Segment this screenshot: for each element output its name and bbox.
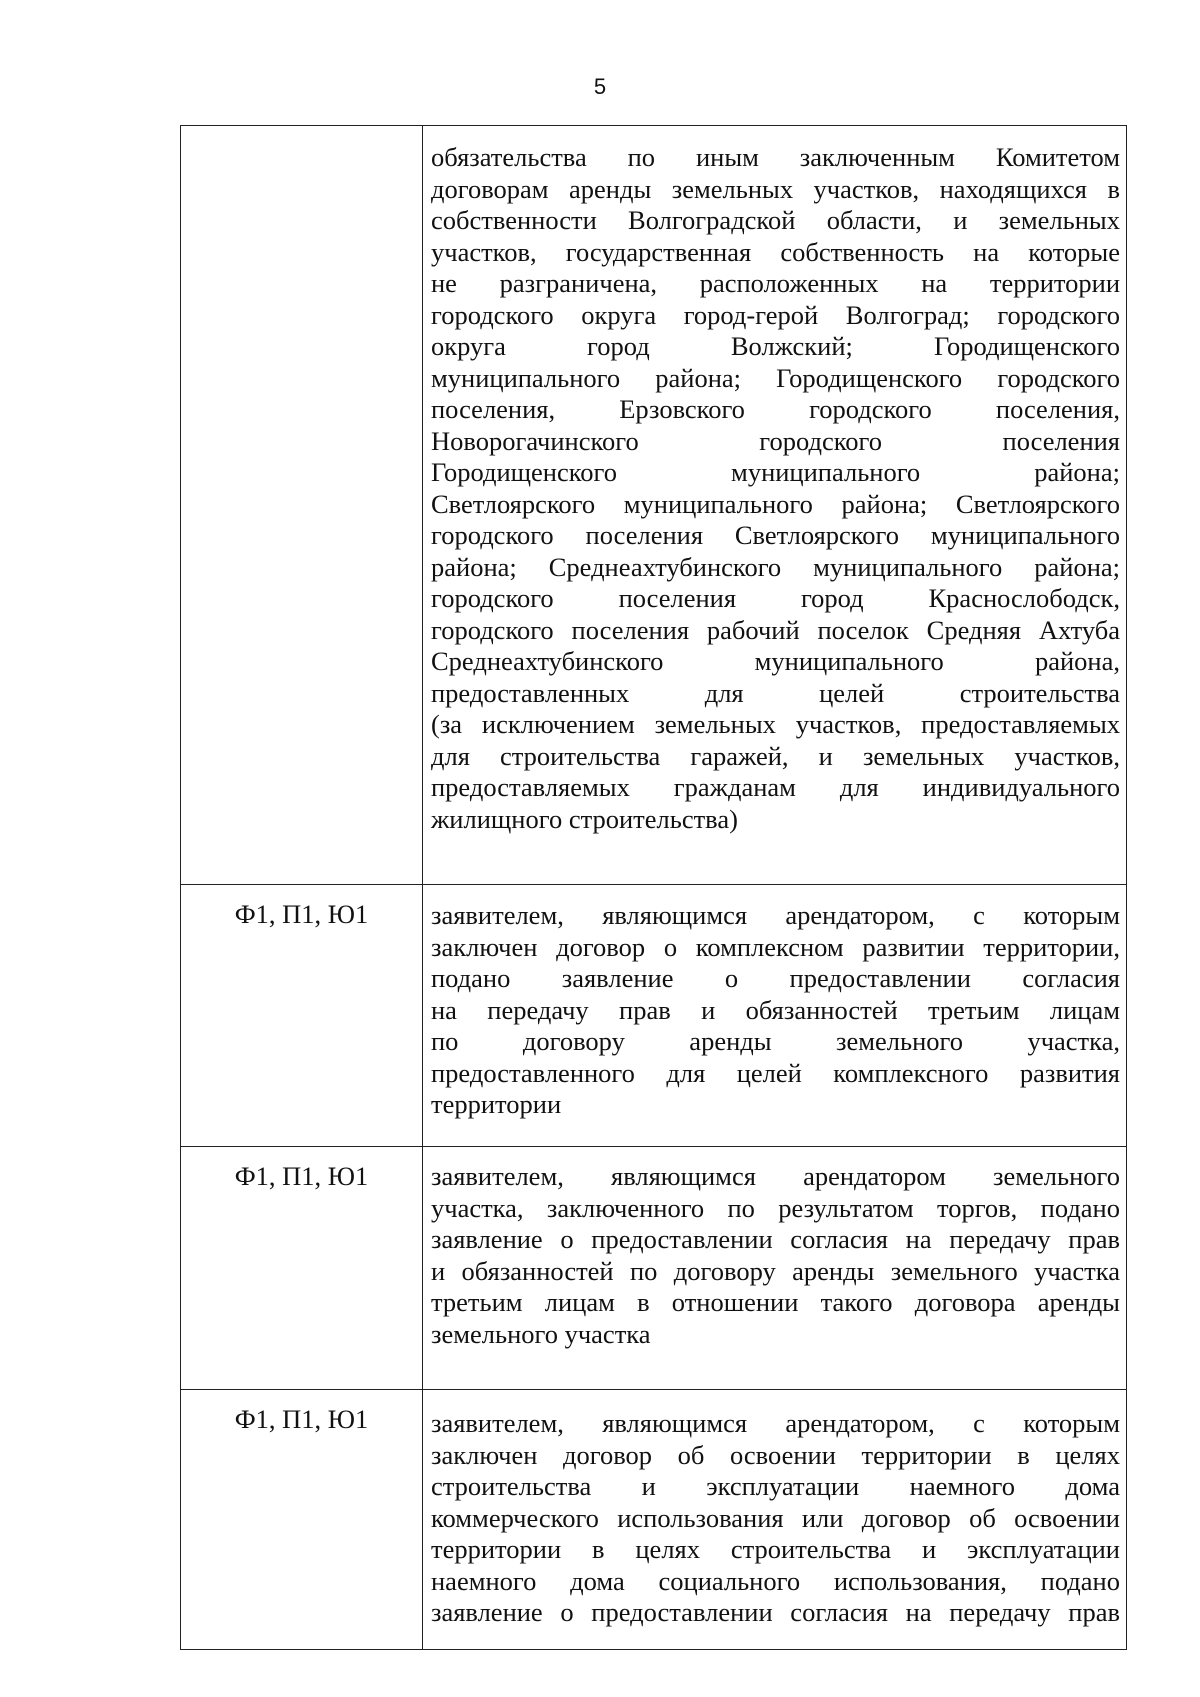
text-line: участка, заключенного по результатом торгов, подано [431, 1192, 1120, 1223]
text-line: муниципального района; Городищенского городского [431, 362, 1120, 393]
text-line: городского поселения Светлоярского муниципального [431, 520, 1120, 550]
table-row [181, 1390, 1127, 1650]
text-line: территории [431, 1089, 562, 1119]
condition-text-cell [423, 1147, 1127, 1390]
text-line: предоставленного для целей комплексного развития [431, 1057, 1120, 1088]
text-line: заключен договор об освоении территории в целях [431, 1439, 1120, 1470]
text-line: предоставленных для целей строительства [431, 677, 1120, 708]
table-row [181, 126, 1127, 885]
text-line: предоставляемых гражданам для индивидуального [431, 772, 1120, 802]
text-line: строительства и эксплуатации наемного дома [431, 1471, 1120, 1501]
text-line: городского поселения рабочий поселок Средняя Ахтуба [431, 614, 1120, 645]
text-line: заявление о предоставлении согласия на передачу прав [431, 1597, 1120, 1627]
text-line: и обязанностей по договору аренды земельного участка [431, 1255, 1120, 1286]
condition-text-cell [423, 1390, 1127, 1650]
text-line: земельного участка [431, 1318, 651, 1349]
text-line: Среднеахтубинского муниципального района, [431, 646, 1120, 676]
text-line: поселения, Ерзовского городского поселения, [431, 394, 1120, 424]
table-row [181, 885, 1127, 1147]
text-line: заявление о предоставлении согласия на передачу прав [431, 1224, 1120, 1254]
text-line: заявителем, являющимся арендатором земельного [431, 1161, 1120, 1191]
text-line: третьим лицам в отношении такого договора аренды [431, 1287, 1120, 1317]
text-line: для строительства гаражей, и земельных участков, [431, 740, 1120, 771]
text-line: района; Среднеахтубинского муниципального района; [431, 551, 1120, 582]
text-line: участков, государственная собственность на которые [431, 236, 1120, 267]
text-line: городского поселения город Краснослободск, [431, 583, 1120, 613]
text-line: заключен договор о комплексном развитии территории, [431, 931, 1120, 962]
text-line: не разграничена, расположенных на территории [431, 268, 1120, 298]
text-line: Городищенского муниципального района; [431, 457, 1120, 487]
text-line: договорам аренды земельных участков, находящихся в [431, 173, 1120, 204]
applicant-code-cell: Ф1, П1, Ю1 [181, 885, 423, 1147]
text-line: городского округа город-герой Волгоград; городского [431, 299, 1120, 330]
text-line: заявителем, являющимся арендатором, с которым [431, 900, 1120, 930]
text-line: территории в целях строительства и эксплуатации [431, 1534, 1120, 1564]
text-line: заявителем, являющимся арендатором, с которым [431, 1408, 1120, 1438]
document-table [180, 125, 1127, 1650]
text-line: Светлоярского муниципального района; Светлоярского [431, 488, 1120, 519]
page-number: 5 [593, 74, 607, 99]
text-line: наемного дома социального использования, подано [431, 1565, 1120, 1596]
text-line: подано заявление о предоставлении согласия [431, 963, 1120, 993]
applicant-code-cell [181, 126, 423, 885]
text-line: Новорогачинского городского поселения [431, 425, 1120, 456]
text-line: по договору аренды земельного участка, [431, 1026, 1120, 1056]
table-row [181, 1147, 1127, 1390]
condition-text-cell [423, 126, 1127, 885]
text-line: коммерческого использования или договор об освоении [431, 1502, 1120, 1533]
text-line: (за исключением земельных участков, предоставляемых [431, 709, 1120, 739]
applicant-code-cell: Ф1, П1, Ю1 [181, 1147, 423, 1390]
condition-text-cell [423, 885, 1127, 1147]
text-line: обязательства по иным заключенным Комитетом [431, 142, 1120, 172]
applicant-code-cell: Ф1, П1, Ю1 [181, 1390, 423, 1650]
text-line: собственности Волгоградской области, и земельных [431, 205, 1120, 235]
text-line: округа город Волжский; Городищенского [431, 331, 1120, 361]
text-line: жилищного строительства) [431, 803, 738, 834]
text-line: на передачу прав и обязанностей третьим лицам [431, 994, 1120, 1025]
